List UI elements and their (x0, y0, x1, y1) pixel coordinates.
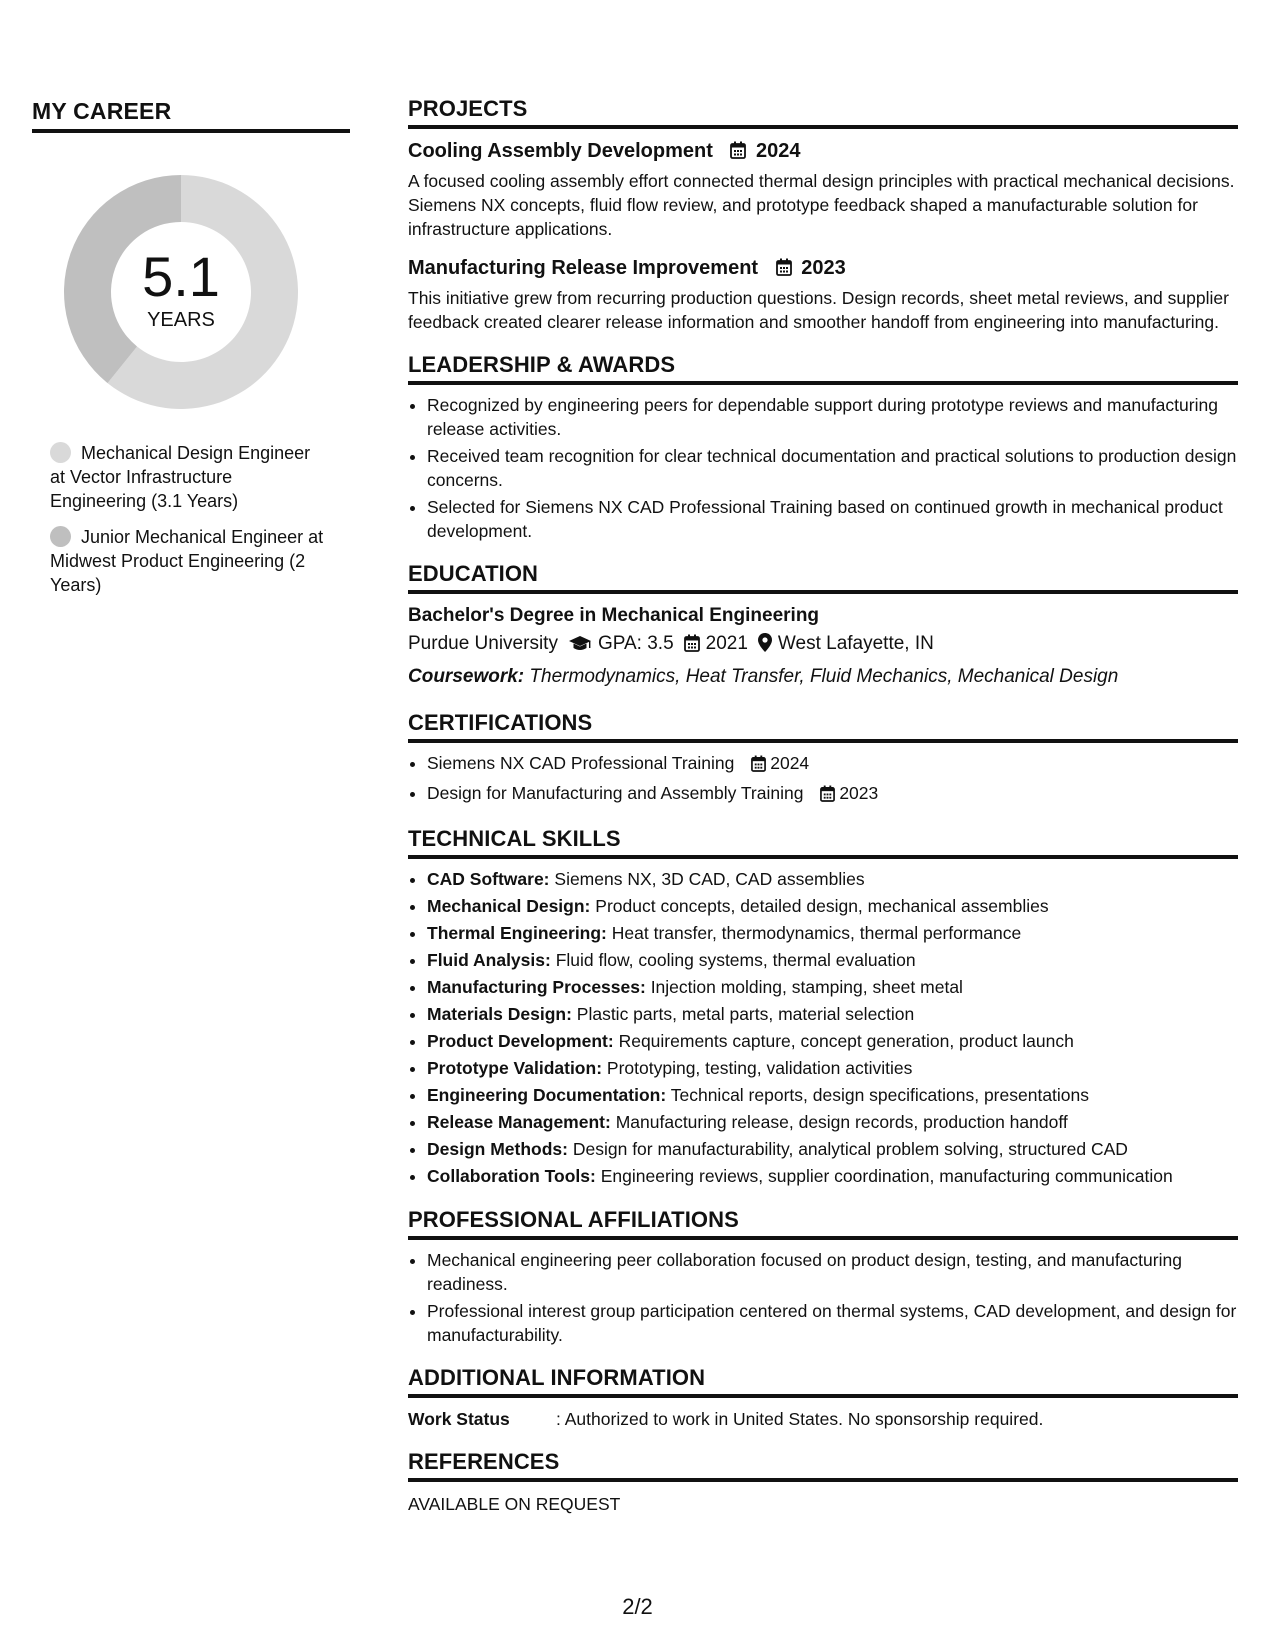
career-item (50, 525, 330, 597)
section-title: LEADERSHIP & AWARDS (408, 352, 1238, 385)
graduation-year: 2021 (705, 633, 748, 654)
education-section (408, 561, 1238, 692)
section-title: TECHNICAL SKILLS (408, 826, 1238, 859)
list-item: • Selected for Siemens NX CAD Professional Training based on continued growth in mechanical product development. (427, 495, 1238, 543)
project-year: 2024 (756, 140, 801, 162)
project-name: Cooling Assembly Development (408, 140, 713, 162)
affiliations-list (408, 1248, 1238, 1347)
legend-dot-icon (50, 442, 71, 463)
project-item (408, 255, 1238, 334)
skill-value: Engineering reviews, supplier coordination, manufacturing communication (600, 1166, 1173, 1186)
legend-dot-icon (50, 526, 71, 547)
list-item (427, 751, 1238, 778)
skill-item (427, 1137, 1238, 1162)
section-title: PROJECTS (408, 96, 1238, 129)
list-item (427, 781, 1238, 808)
school-location: West Lafayette, IN (777, 633, 934, 654)
career-sidebar (32, 98, 350, 609)
project-name: Manufacturing Release Improvement (408, 257, 759, 279)
skill-value: Prototyping, testing, validation activities (606, 1058, 913, 1078)
certifications-section (408, 710, 1238, 808)
certifications-list (408, 751, 1238, 808)
skill-label: Prototype Validation: (427, 1058, 603, 1078)
career-item (50, 441, 330, 513)
list-item: • Mechanical engineering peer collaboration focused on product design, testing, and manufacturing readiness. (427, 1248, 1238, 1296)
skill-item (427, 1029, 1238, 1054)
work-status-value: : Authorized to work in United States. No sponsorship required. (556, 1409, 1044, 1429)
leadership-list (408, 393, 1238, 543)
section-title: ADDITIONAL INFORMATION (408, 1365, 1238, 1398)
section-title: CERTIFICATIONS (408, 710, 1238, 743)
certification-name: Siemens NX CAD Professional Training (427, 753, 735, 773)
project-description: A focused cooling assembly effort connected thermal design principles with practical mechanical decisions. Siemens NX concepts, fluid flow review, and prototype feedback shaped a manufacturable solution for infrastructure applications. (408, 171, 1235, 239)
additional-info-section (408, 1365, 1238, 1431)
calendar-icon (730, 140, 746, 167)
calendar-icon (684, 632, 700, 662)
skill-value: Fluid flow, cooling systems, thermal evaluation (555, 950, 916, 970)
skills-section (408, 826, 1238, 1189)
school-name: Purdue University (408, 633, 558, 654)
skill-item (427, 1110, 1238, 1135)
skill-item (427, 894, 1238, 919)
section-title: REFERENCES (408, 1449, 1238, 1482)
skill-item (427, 921, 1238, 946)
project-year: 2023 (801, 257, 846, 279)
skill-value: Heat transfer, thermodynamics, thermal performance (611, 923, 1022, 943)
degree-name: Bachelor's Degree in Mechanical Engineering (408, 605, 820, 626)
career-list (32, 441, 350, 597)
calendar-icon (776, 257, 792, 284)
skill-label: Product Development: (427, 1031, 614, 1051)
projects-section (408, 96, 1238, 334)
skill-item (427, 948, 1238, 973)
skill-item (427, 1056, 1238, 1081)
skill-value: Technical reports, design specifications, presentations (670, 1085, 1090, 1105)
skill-value: Plastic parts, metal parts, material selection (576, 1004, 915, 1024)
skill-label: Thermal Engineering: (427, 923, 607, 943)
project-description: This initiative grew from recurring production questions. Design records, sheet metal reviews, and supplier feedback created clearer release information and smoother handoff from engineering into manufacturing. (408, 288, 1229, 332)
graduation-cap-icon (568, 632, 592, 662)
skill-label: Collaboration Tools: (427, 1166, 596, 1186)
donut-unit: YEARS (147, 308, 215, 331)
career-item-text: Mechanical Design Engineer at Vector Infrastructure Engineering (3.1 Years) (50, 443, 311, 511)
calendar-icon (751, 754, 766, 778)
leadership-section (408, 352, 1238, 543)
education-details (408, 629, 1238, 662)
career-donut-chart (56, 167, 306, 417)
skill-value: Product concepts, detailed design, mechanical assemblies (595, 896, 1049, 916)
skill-label: Materials Design: (427, 1004, 572, 1024)
skill-value: Design for manufacturability, analytical problem solving, structured CAD (572, 1139, 1128, 1159)
work-status-row (408, 1407, 1238, 1431)
work-status-label: Work Status (408, 1409, 510, 1429)
coursework-label: Coursework: (408, 666, 525, 687)
calendar-icon (820, 784, 835, 808)
skills-list (408, 867, 1238, 1189)
skill-item (427, 1164, 1238, 1189)
skill-label: Design Methods: (427, 1139, 568, 1159)
references-section (408, 1449, 1238, 1515)
skill-value: Requirements capture, concept generation, product launch (618, 1031, 1074, 1051)
list-item: • Received team recognition for clear technical documentation and practical solutions to production design concerns. (427, 444, 1238, 492)
career-title: MY CAREER (32, 98, 350, 133)
skill-value: Manufacturing release, design records, production handoff (615, 1112, 1068, 1132)
certification-year: 2024 (770, 753, 810, 773)
page-number: 2/2 (622, 1594, 653, 1619)
skill-label: Fluid Analysis: (427, 950, 551, 970)
gpa: GPA: 3.5 (597, 633, 674, 654)
list-item: • Professional interest group participation centered on thermal systems, CAD development, and design for manufacturability. (427, 1299, 1238, 1347)
skill-label: Mechanical Design: (427, 896, 591, 916)
affiliations-section (408, 1207, 1238, 1347)
map-pin-icon (758, 632, 772, 662)
project-item (408, 138, 1238, 241)
coursework (408, 662, 1238, 692)
skill-item (427, 1083, 1238, 1108)
certification-name: Design for Manufacturing and Assembly Training (427, 783, 804, 803)
skill-item (427, 1002, 1238, 1027)
section-title: EDUCATION (408, 561, 1238, 594)
career-item-text: Junior Mechanical Engineer at Midwest Product Engineering (2 Years) (50, 527, 324, 595)
skill-item (427, 975, 1238, 1000)
donut-value: 5.1 (142, 244, 220, 308)
donut-center (56, 167, 306, 417)
skill-value: Injection molding, stamping, sheet metal (650, 977, 963, 997)
references-text: AVAILABLE ON REQUEST (408, 1494, 621, 1514)
main-content (408, 96, 1238, 1533)
skill-item (427, 867, 1238, 892)
skill-label: Engineering Documentation: (427, 1085, 667, 1105)
skill-label: Manufacturing Processes: (427, 977, 646, 997)
skill-value: Siemens NX, 3D CAD, CAD assemblies (554, 869, 865, 889)
coursework-list: Thermodynamics, Heat Transfer, Fluid Mechanics, Mechanical Design (529, 666, 1119, 687)
certification-year: 2023 (839, 783, 879, 803)
skill-label: Release Management: (427, 1112, 611, 1132)
section-title: PROFESSIONAL AFFILIATIONS (408, 1207, 1238, 1240)
list-item: • Recognized by engineering peers for dependable support during prototype reviews and manufacturing release activities. (427, 393, 1238, 441)
skill-label: CAD Software: (427, 869, 550, 889)
